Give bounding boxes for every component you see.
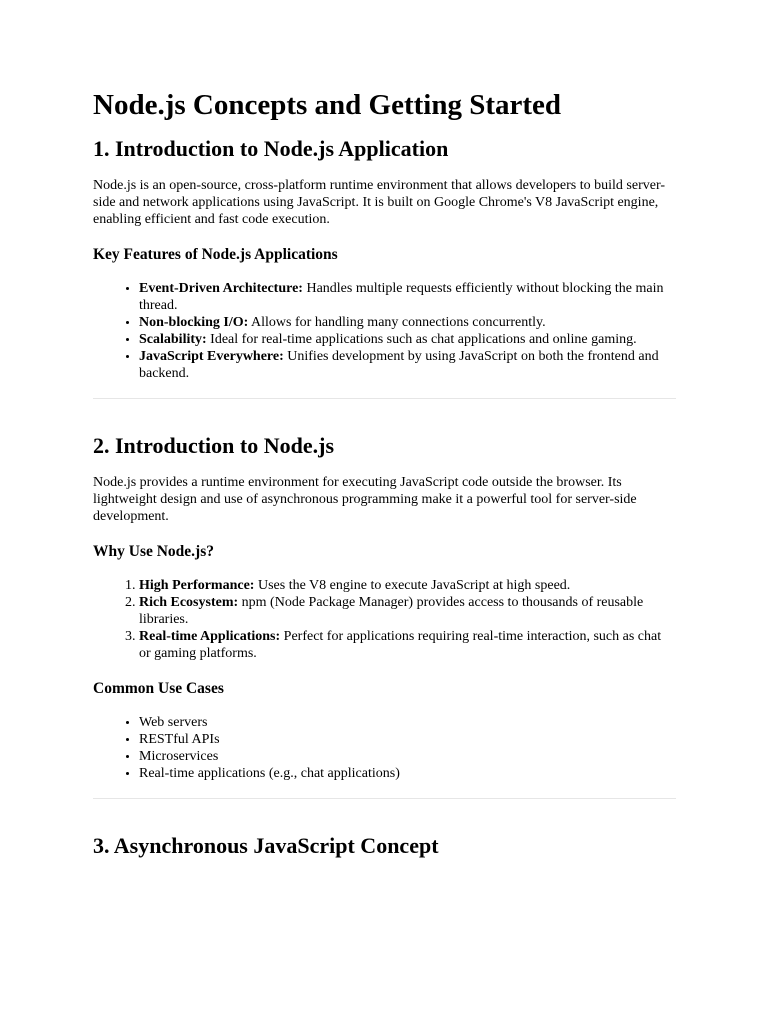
key-features-list — [93, 280, 676, 382]
list-item: 1. High Performance: Uses the V8 engine to execute JavaScript at high speed. — [139, 577, 676, 594]
why-use-list — [93, 577, 676, 662]
use-cases-heading: Common Use Cases — [93, 680, 224, 697]
section-1-paragraph: Node.js is an open-source, cross-platform runtime environment that allows developers to build server-side and network applications using JavaScript. It is built on Google Chrome's V8 JavaScript engine, enabling efficient and fast code execution. — [93, 178, 666, 227]
list-item: • Real-time applications (e.g., chat applications) — [139, 765, 676, 782]
list-item: • RESTful APIs — [139, 731, 676, 748]
section-3-heading: 3. Asynchronous JavaScript Concept — [93, 833, 439, 858]
key-features-heading: Key Features of Node.js Applications — [93, 246, 338, 263]
list-item: • Scalability: Ideal for real-time applications such as chat applications and online gaming. — [139, 331, 676, 348]
list-item: 2. Rich Ecosystem: npm (Node Package Manager) provides access to thousands of reusable libraries. — [139, 594, 676, 628]
list-item: • Event-Driven Architecture: Handles multiple requests efficiently without blocking the main thread. — [139, 280, 676, 314]
section-divider — [93, 398, 676, 399]
section-2-paragraph: Node.js provides a runtime environment for executing JavaScript code outside the browser. Its lightweight design and use of asynchronous programming make it a powerful tool for server-side development. — [93, 475, 637, 524]
list-item: • Non-blocking I/O: Allows for handling many connections concurrently. — [139, 314, 676, 331]
why-use-heading: Why Use Node.js? — [93, 543, 214, 560]
list-item: • Web servers — [139, 714, 676, 731]
section-2-heading: 2. Introduction to Node.js — [93, 433, 335, 458]
list-item: • JavaScript Everywhere: Unifies development by using JavaScript on both the frontend and backend. — [139, 348, 676, 382]
section-1-heading: 1. Introduction to Node.js Application — [93, 136, 449, 161]
document-content — [93, 84, 676, 861]
use-cases-list — [93, 714, 676, 782]
page-title: Node.js Concepts and Getting Started — [93, 89, 562, 121]
list-item: • Microservices — [139, 748, 676, 765]
section-divider — [93, 798, 676, 799]
list-item: 3. Real-time Applications: Perfect for applications requiring real-time interaction, such as chat or gaming platforms. — [139, 628, 676, 662]
